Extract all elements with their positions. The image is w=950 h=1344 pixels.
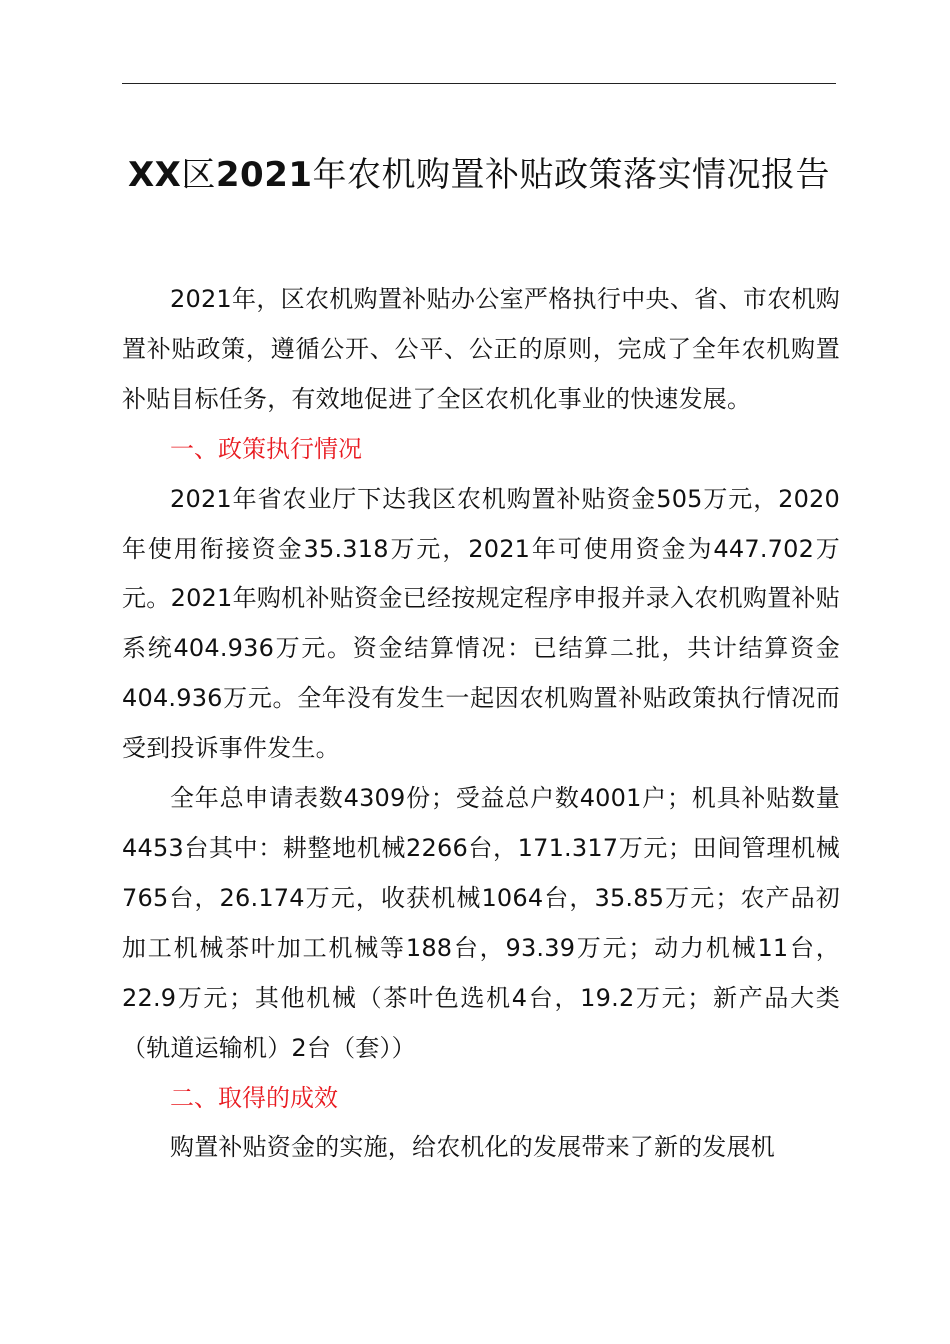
title-rest: 年农机购置补贴政策落实情况报告 [312,155,831,195]
header-rule [122,83,836,84]
section2-paragraph-1: 购置补贴资金的实施，给农机化的发展带来了新的发展机 [170,1133,775,1162]
section1-paragraph-2: 全年总申请表数4309份；受益总户数4001户；机具补贴数量4453台其中：耕整地机械2266台，171.317万元；田间管理机械765台，26.174万元，收获机械1064台，35.85万元；农产品初加工机械茶叶加工机械等188台，93.39万元；动力机械11台，22.9万元；其他机械（茶叶色选机4台，19.2万元；新产品大类（轨道运输机）2台（套）） [122,784,840,1062]
section2-heading: 二、取得的成效 [170,1083,338,1112]
section1-heading: 一、政策执行情况 [170,434,362,463]
document-body [122,275,840,1173]
document-title [122,150,836,201]
intro-paragraph: 2021年，区农机购置补贴办公室严格执行中央、省、市农机购置补贴政策，遵循公开、公平、公正的原则，完成了全年农机购置补贴目标任务，有效地促进了全区农机化事业的快速发展。 [122,285,840,413]
title-char: 区 [181,155,216,195]
title-prefix: XX [127,155,182,195]
section1-paragraph-1: 2021年省农业厅下达我区农机购置补贴资金505万元，2020年使用衔接资金35.318万元，2021年可使用资金为447.702万元。2021年购机补贴资金已经按规定程序申报并录入农机购置补贴系统404.936万元。资金结算情况：已结算二批，共计结算资金404.936万元。全年没有发生一起因农机购置补贴政策执行情况而受到投诉事件发生。 [122,484,840,763]
title-year: 2021 [215,155,313,195]
